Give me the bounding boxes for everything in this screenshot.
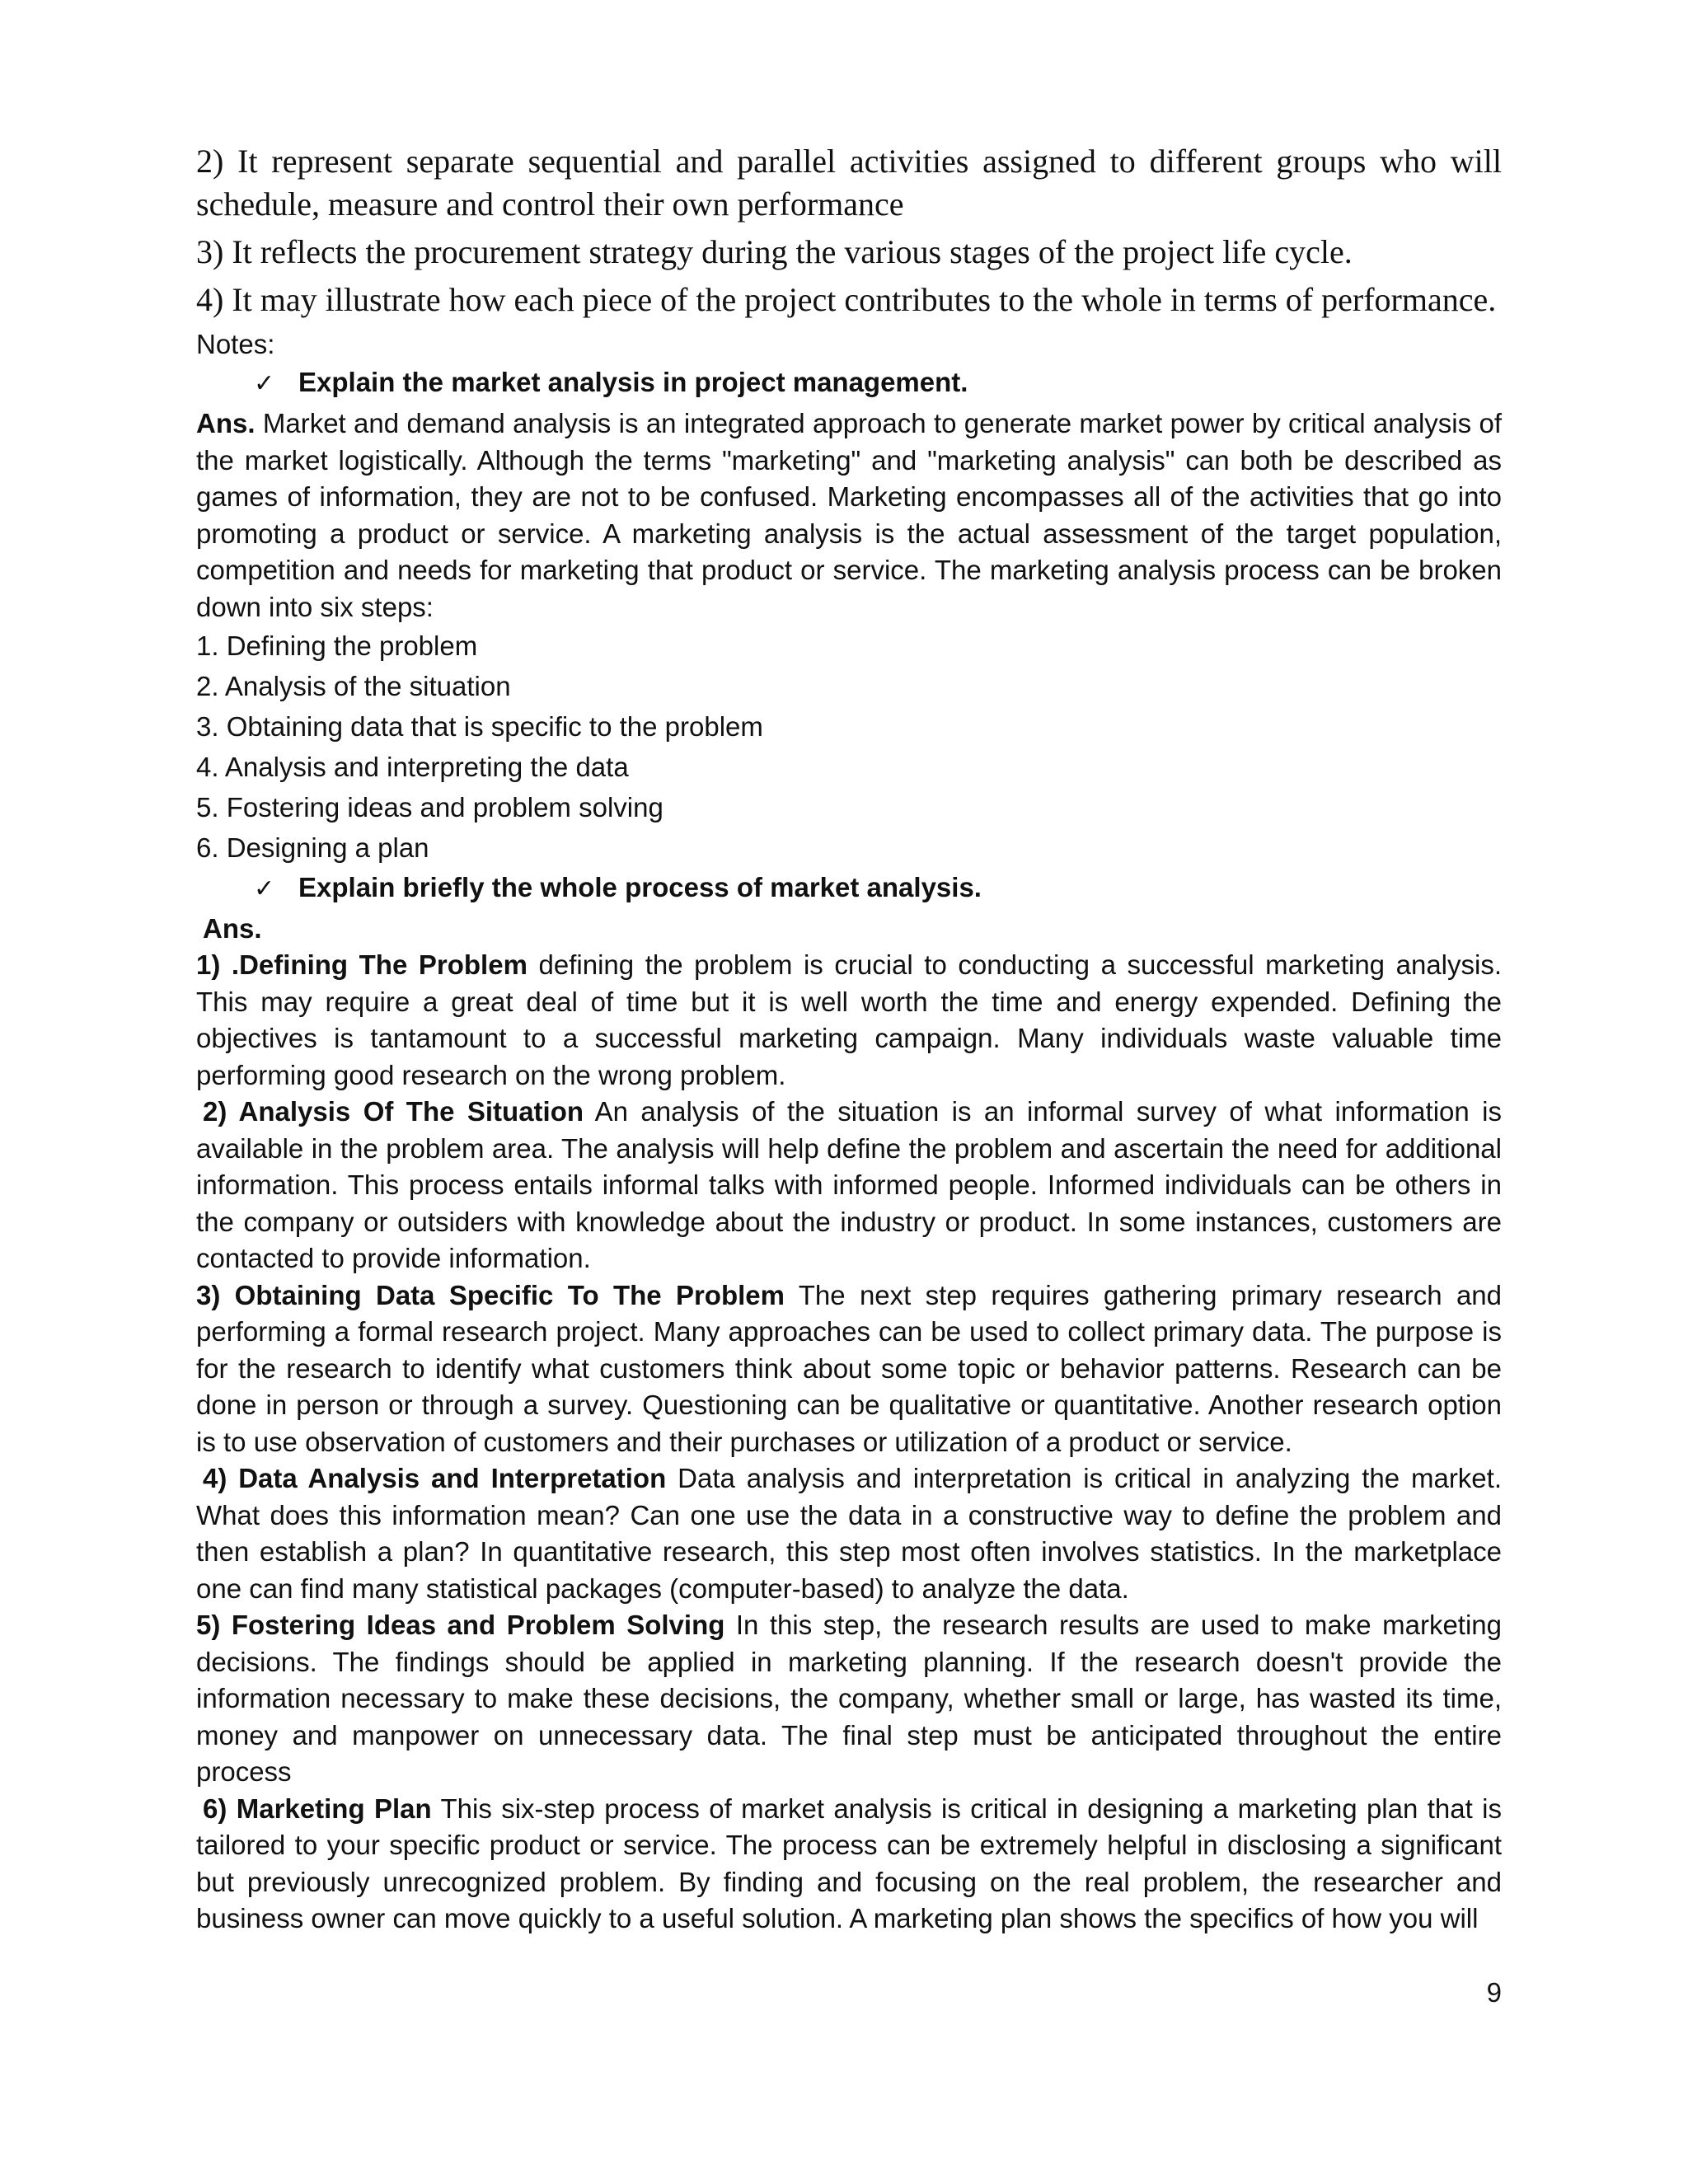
list-item: 2. Analysis of the situation: [196, 671, 511, 701]
section-text: The next step requires gathering primary research and performing a formal research project. Many approaches can be used to collect primary data. The purpose is for the research to identify what customers think about some topic or behavior patterns. Research can be done in person or through a survey. Questioning can be qualitative or quantitative. Another research option is to use observation of customers and their purchases or utilization of a product or service.: [196, 1279, 1502, 1457]
question-text: Explain the market analysis in project management.: [298, 367, 968, 397]
section-text: This six-step process of market analysis is critical in designing a marketing plan that is tailored to your specific product or service. The process can be extremely helpful in disclosing a significant but previously unrecognized problem. By finding and focusing on the real problem, the researcher and business owner can move quickly to a useful solution. A marketing plan shows the specifics of how you will: [196, 1793, 1502, 1933]
question-text: Explain briefly the whole process of market analysis.: [298, 872, 982, 902]
list-item: 2) It represent separate sequential and parallel activities assigned to different groups who will schedule, measure and control their own performance: [196, 143, 1502, 223]
section-paragraph: [196, 1094, 1502, 1277]
list-item: 6. Designing a plan: [196, 832, 429, 863]
section-heading: 6) Marketing Plan: [203, 1793, 432, 1824]
checkmark-icon: ✓: [254, 369, 275, 398]
answer-label: Ans.: [203, 913, 262, 944]
section-paragraph: [196, 1460, 1502, 1607]
list-item: 3) It reflects the procurement strategy during the various stages of the project life cycle.: [196, 233, 1353, 270]
list-item: 5. Fostering ideas and problem solving: [196, 792, 663, 823]
section-heading: 3) Obtaining Data Specific To The Problem: [196, 1279, 785, 1310]
section-heading: 4) Data Analysis and Interpretation: [203, 1463, 667, 1493]
page-number: 9: [1486, 1977, 1502, 2008]
page-content: [196, 140, 1502, 1938]
checkmark-icon: ✓: [254, 874, 275, 903]
list-item: 3. Obtaining data that is specific to the problem: [196, 711, 763, 742]
list-item: 4. Analysis and interpreting the data: [196, 752, 629, 782]
section-heading: 1) .Defining The Problem: [196, 949, 528, 980]
section-text: defining the problem is crucial to conducting a successful marketing analysis. This may require a great deal of time but it is well worth the time and energy expended. Defining the objectives is tantamount to a successful marketing campaign. Many individuals waste valuable time performing good research on the wrong problem.: [196, 949, 1503, 1090]
section-heading: 5) Fostering Ideas and Problem Solving: [196, 1610, 725, 1640]
section-text: In this step, the research results are used to make marketing decisions. The findings should be applied in marketing planning. If the research doesn't provide the information necessary to make these decisions, the company, whether small or large, has wasted its time, money and manpower on unnecessary data. The final step must be anticipated throughout the entire process: [196, 1610, 1503, 1787]
answer-label: Ans.: [196, 408, 256, 438]
section-paragraph: [196, 1607, 1502, 1791]
answer-text: Market and demand analysis is an integrated approach to generate market power by critical analysis of the market logistically. Although the terms "marketing" and "marketing analysis" can both be described as games of information, they are not to be confused. Marketing encompasses all of the activities that go into promoting a product or service. A marketing analysis is the actual assessment of the target population, competition and needs for marketing that product or service. The marketing analysis process can be broken down into six steps:: [196, 408, 1502, 622]
steps-list: [196, 626, 1502, 868]
list-item: 1. Defining the problem: [196, 630, 478, 661]
section-text: An analysis of the situation is an informal survey of what information is available in the problem area. The analysis will help define the problem and ascertain the need for additional information. This process entails informal talks with informed people. Informed individuals can be others in the company or outsiders with knowledge about the industry or product. In some instances, customers are contacted to provide information.: [196, 1096, 1502, 1273]
section-text: Data analysis and interpretation is critical in analyzing the market. What does this information mean? Can one use the data in a constructive way to define the problem and then establish a plan? In quantitative research, this step most often involves statistics. In the marketplace one can find many statistical packages (computer-based) to analyze the data.: [196, 1463, 1502, 1604]
question-heading: [254, 868, 1502, 909]
list-item: 4) It may illustrate how each piece of the project contributes to the whole in terms of performance.: [196, 281, 1497, 318]
section-paragraph: [196, 1277, 1502, 1461]
section-heading: 2) Analysis Of The Situation: [203, 1096, 584, 1127]
section-paragraph: [196, 947, 1502, 1094]
section-paragraph: [196, 1791, 1502, 1938]
answer-paragraph: [196, 405, 1502, 626]
notes-label: Notes:: [196, 329, 275, 359]
question-heading: [254, 363, 1502, 404]
